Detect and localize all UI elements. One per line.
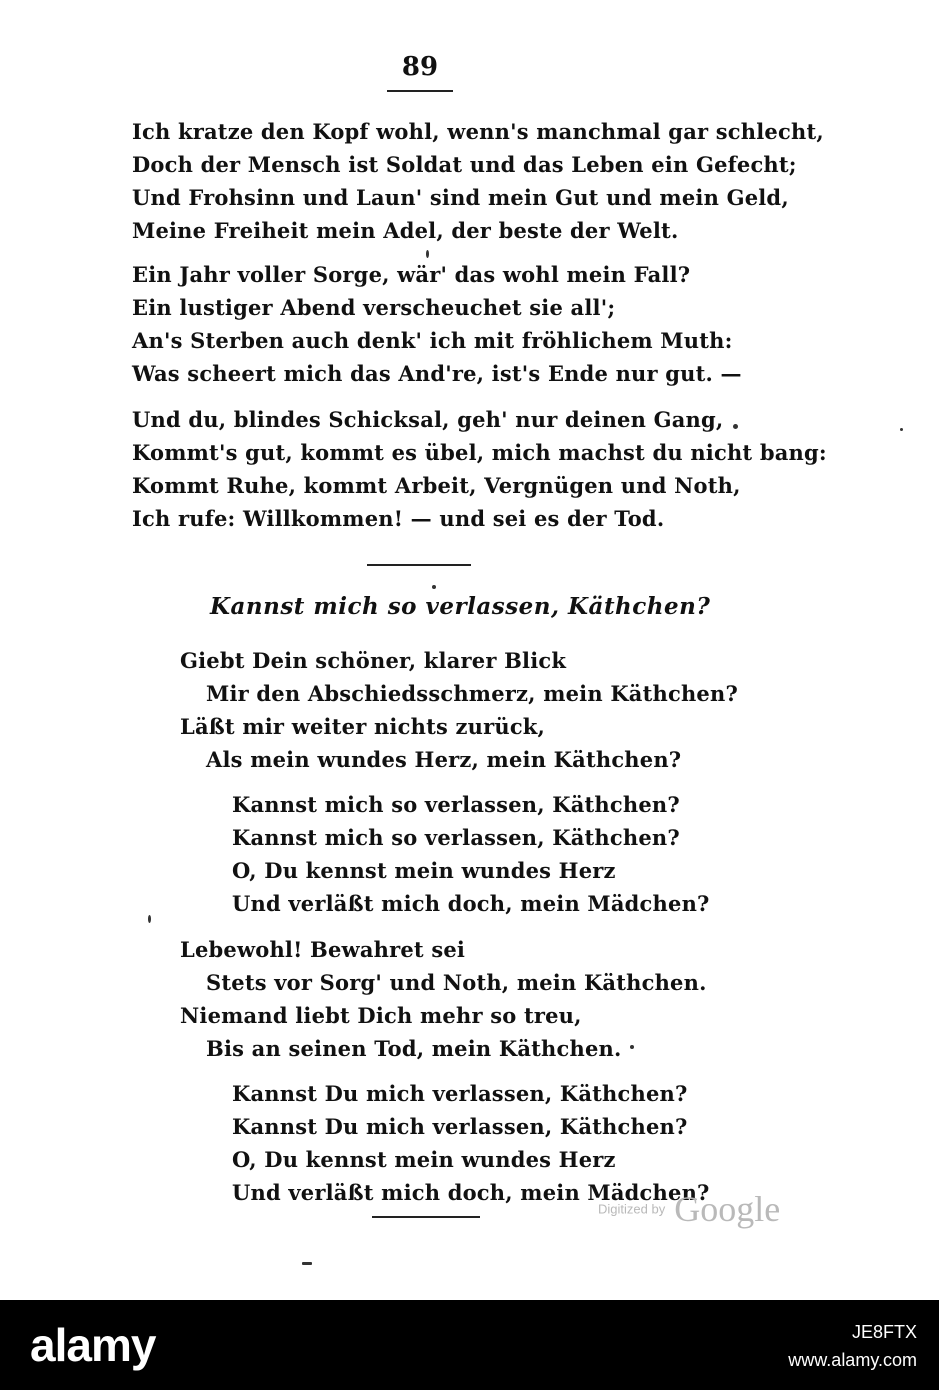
print-speck — [630, 1045, 634, 1049]
verse-line: Kannst mich so verlassen, Käthchen? — [232, 825, 680, 850]
verse-line: Niemand liebt Dich mehr so treu, — [180, 1003, 582, 1028]
print-speck — [900, 428, 903, 431]
verse-line: O, Du kennst mein wundes Herz — [232, 858, 616, 883]
verse-line: Stets vor Sorg' und Noth, mein Käthchen. — [206, 970, 707, 995]
stanza-3 — [132, 403, 827, 535]
verse-line: O, Du kennst mein wundes Herz — [232, 1147, 616, 1172]
stanza-2 — [132, 258, 742, 390]
page-number: 89 — [401, 52, 439, 82]
verse-line: Mir den Abschiedsschmerz, mein Käthchen? — [206, 681, 738, 706]
print-speck — [733, 424, 738, 429]
print-speck — [148, 915, 151, 923]
google-watermark — [598, 1188, 780, 1230]
poem-stanza-1 — [180, 644, 738, 776]
verse-line: Kannst Du mich verlassen, Käthchen? — [232, 1114, 688, 1139]
verse-line: Ein Jahr voller Sorge, wär' das wohl mein Fall? — [132, 262, 691, 287]
verse-line: Bis an seinen Tod, mein Käthchen. — [206, 1036, 622, 1061]
poem-title: Kannst mich so verlassen, Käthchen? — [210, 593, 711, 620]
watermark-prefix: Digitized by — [598, 1201, 666, 1217]
stanza-1 — [132, 115, 824, 247]
google-logo: Google — [674, 1189, 781, 1229]
verse-line: Meine Freiheit mein Adel, der beste der Welt. — [132, 218, 679, 243]
verse-line: Kommt's gut, kommt es übel, mich machst du nicht bang: — [132, 440, 827, 465]
verse-line: Kannst Du mich verlassen, Käthchen? — [232, 1081, 688, 1106]
alamy-logo: alamy — [30, 1319, 156, 1371]
verse-line: Ich rufe: Willkommen! — und sei es der Tod. — [132, 506, 665, 531]
print-speck — [432, 585, 436, 589]
section-divider — [367, 564, 471, 566]
print-speck — [426, 250, 429, 258]
verse-line: Giebt Dein schöner, klarer Blick — [180, 648, 567, 673]
verse-line: Lebewohl! Bewahret sei — [180, 937, 466, 962]
verse-line: Und du, blindes Schicksal, geh' nur deinen Gang, — [132, 407, 724, 432]
page-number-underline — [387, 90, 453, 92]
print-speck — [302, 1262, 312, 1265]
verse-line: Läßt mir weiter nichts zurück, — [180, 714, 546, 739]
poem-refrain-1 — [232, 788, 710, 920]
end-divider — [372, 1216, 480, 1218]
verse-line: Ein lustiger Abend verscheuchet sie all'; — [132, 295, 616, 320]
verse-line: Und verläßt mich doch, mein Mädchen? — [232, 891, 710, 916]
verse-line: Und verläßt mich doch, mein Mädchen? — [232, 1180, 710, 1205]
verse-line: An's Sterben auch denk' ich mit fröhlichem Muth: — [132, 328, 733, 353]
image-id: JE8FTX — [851, 1322, 917, 1342]
verse-line: Kannst mich so verlassen, Käthchen? — [232, 792, 680, 817]
verse-line: Doch der Mensch ist Soldat und das Leben ein Gefecht; — [132, 152, 797, 177]
footer-url: www.alamy.com — [788, 1350, 917, 1370]
verse-line: Und Frohsinn und Laun' sind mein Gut und mein Geld, — [132, 185, 789, 210]
verse-line: Ich kratze den Kopf wohl, wenn's manchmal gar schlecht, — [132, 119, 824, 144]
stock-footer-bar — [0, 1300, 939, 1390]
verse-line: Was scheert mich das And're, ist's Ende nur gut. — — [132, 361, 742, 386]
verse-line: Als mein wundes Herz, mein Käthchen? — [206, 747, 682, 772]
poem-stanza-2 — [180, 933, 707, 1065]
verse-line: Kommt Ruhe, kommt Arbeit, Vergnügen und Noth, — [132, 473, 741, 498]
